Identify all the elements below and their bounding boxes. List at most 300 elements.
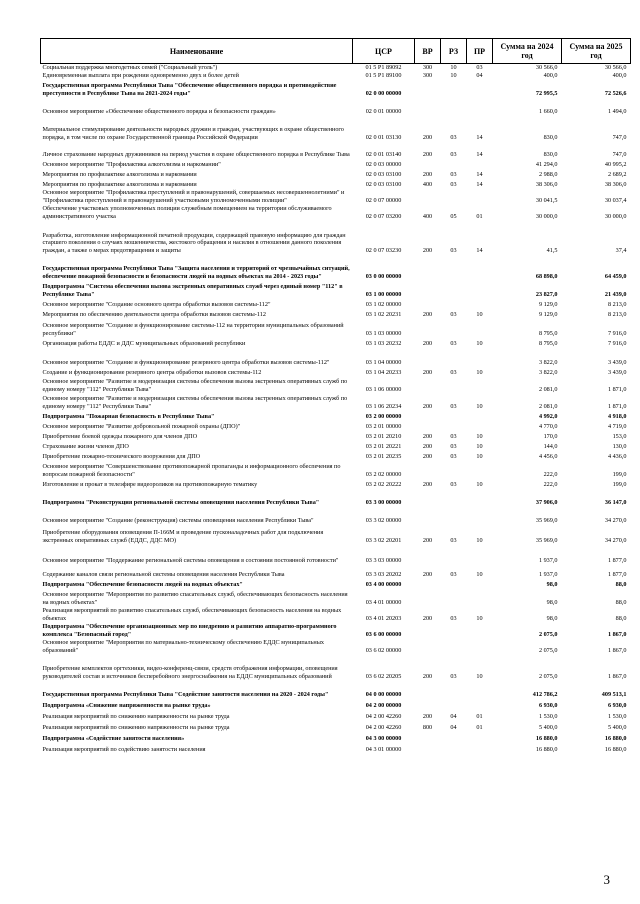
row-csr: 03 3 03 20202 <box>365 571 402 578</box>
row-vr <box>415 281 441 299</box>
row-vr <box>415 579 441 589</box>
row-pr <box>467 507 493 525</box>
row-name: Основное мероприятие "Развитие и модернизация системы обеспечения вызова экстренных оперативных служб по единому номеру "112" Республики Тыва" <box>42 395 348 410</box>
row-csr: 03 1 00 00000 <box>365 291 402 298</box>
row-vr <box>415 507 441 525</box>
row-sum-2024: 41,5 <box>546 247 558 254</box>
row-name: Страхование жизни членов ДПО <box>42 443 129 450</box>
row-rz <box>441 80 467 98</box>
row-rz: 03 <box>450 673 457 680</box>
table-row <box>41 299 631 309</box>
table-row <box>41 431 631 441</box>
row-name: Приобретение пожарно-технического вооружения для ДПО <box>42 453 201 460</box>
row-vr: 300 <box>422 64 433 71</box>
row-name: Создание и функционирование резервного центра обработки вызовов системы-112 <box>42 369 262 376</box>
row-vr <box>415 589 441 607</box>
row-sum-2024: 830,0 <box>543 134 558 141</box>
row-sum-2024: 2 081,0 <box>538 386 558 393</box>
row-sum-2024: 37 906,0 <box>535 499 558 506</box>
row-vr <box>415 377 441 394</box>
row-csr: 04 3 01 00000 <box>365 746 402 753</box>
row-name: Личное страхование народных дружинников на период участия в охране общественного порядка в Республике Тыва <box>42 151 350 158</box>
budget-table <box>40 38 631 754</box>
row-name: Материальное стимулирование деятельности народных дружин и граждан, участвующих в охране общественного порядка, в том числе по охране Государственной границы Российской Федерации <box>42 126 344 141</box>
row-pr: 10 <box>476 571 483 578</box>
row-csr: 04 0 00 00000 <box>365 691 402 698</box>
table-row <box>41 319 631 338</box>
row-sum-2024: 72 995,5 <box>535 90 558 97</box>
row-vr <box>415 743 441 754</box>
row-csr: 01 5 P1 89092 <box>365 64 402 71</box>
row-sum-2025: 3 439,0 <box>607 359 627 366</box>
row-rz: 03 <box>450 615 457 622</box>
row-csr: 03 4 00 00000 <box>365 581 402 588</box>
row-vr <box>415 681 441 699</box>
row-vr <box>415 732 441 743</box>
row-rz <box>441 699 467 710</box>
row-sum-2025: 3 439,0 <box>607 369 627 376</box>
row-sum-2024: 35 969,0 <box>535 517 558 524</box>
header-sum-2025: Сумма на 2025 год <box>562 39 631 64</box>
row-name: Основное мероприятие "Мероприятия по материально-техническому обеспечению ЕДДС муниципальных образований" <box>42 639 324 654</box>
row-sum-2025: 1 871,0 <box>607 403 627 410</box>
table-row <box>41 338 631 348</box>
table-row <box>41 699 631 710</box>
row-sum-2025: 1 877,0 <box>607 557 627 564</box>
table-row <box>41 169 631 179</box>
row-sum-2024: 170,0 <box>543 433 558 440</box>
header-rz: РЗ <box>441 39 467 64</box>
row-sum-2025: 40 995,2 <box>604 161 627 168</box>
row-csr: 03 4 01 20203 <box>365 615 402 622</box>
row-sum-2025: 30 000,0 <box>604 213 627 220</box>
row-name: Основное мероприятие "Профилактика преступлений и правонарушений, совершаемых несовершеннолетними" и "Профилактика преступлений и правонарушений участковыми уполномоченными полиции" <box>42 189 345 204</box>
row-name: Реализация мероприятий по снижению напряженности на рынке труда <box>42 724 230 731</box>
row-sum-2024: 3 822,0 <box>538 359 558 366</box>
row-rz <box>441 507 467 525</box>
row-csr: 02 0 07 03230 <box>365 247 402 254</box>
table-row <box>41 98 631 116</box>
row-vr <box>415 623 441 639</box>
row-rz <box>441 732 467 743</box>
row-vr <box>415 421 441 431</box>
row-name: Приобретение боевой одежды пожарного для членов ДПО <box>42 433 198 440</box>
row-sum-2024: 2 075,0 <box>538 647 558 654</box>
row-vr: 200 <box>422 433 433 440</box>
row-sum-2025: 199,0 <box>612 471 627 478</box>
row-sum-2025: 1 871,0 <box>607 386 627 393</box>
row-rz <box>441 319 467 338</box>
row-pr: 10 <box>476 311 483 318</box>
row-vr: 200 <box>422 481 433 488</box>
row-name: Мероприятия по профилактике алкоголизма и наркомании <box>42 171 197 178</box>
row-vr: 300 <box>422 72 433 79</box>
row-csr: 03 1 06 20234 <box>365 403 402 410</box>
row-name: Содержание каналов связи региональной системы оповещения населения Республики Тыва <box>42 571 285 578</box>
row-name: Подпрограмма "Обеспечение безопасности людей на водных объектах" <box>42 581 243 588</box>
row-csr: 03 6 02 00000 <box>365 647 402 654</box>
row-vr: 800 <box>422 724 433 731</box>
table-row <box>41 441 631 451</box>
row-csr: 03 3 00 00000 <box>365 499 402 506</box>
row-rz: 03 <box>450 443 457 450</box>
row-sum-2024: 16 880,0 <box>535 746 558 753</box>
row-name: Государственная программа Республики Тыва "Содействие занятости населения на 2020 - 2024 годы" <box>42 691 329 698</box>
table-row <box>41 309 631 319</box>
row-sum-2025: 400,0 <box>612 72 627 79</box>
row-vr: 200 <box>422 673 433 680</box>
row-vr <box>415 699 441 710</box>
row-name: Основное мероприятие "Создание и функционирование резервного центра обработки вызовов системы-112" <box>42 359 330 366</box>
row-sum-2024: 1 937,0 <box>538 571 558 578</box>
row-name: Социальная поддержка многодетных семей ("Социальный уголь") <box>42 64 218 71</box>
header-vr: ВР <box>415 39 441 64</box>
row-vr <box>415 80 441 98</box>
row-pr <box>467 579 493 589</box>
row-sum-2025: 4 436,0 <box>607 453 627 460</box>
row-sum-2024: 2 081,0 <box>538 403 558 410</box>
row-sum-2025: 4 719,0 <box>607 423 627 430</box>
row-rz <box>441 281 467 299</box>
row-name: Обеспечение участковых уполномоченных полиции служебным помещением на территории обслуживаемого административного участка <box>42 205 332 220</box>
table-row <box>41 221 631 255</box>
row-rz <box>441 461 467 479</box>
row-sum-2025: 1 867,0 <box>607 647 627 654</box>
row-vr: 400 <box>422 181 433 188</box>
table-row <box>41 72 631 80</box>
header-csr: ЦСР <box>353 39 415 64</box>
row-pr: 10 <box>476 433 483 440</box>
row-rz <box>441 421 467 431</box>
row-pr <box>467 639 493 655</box>
row-name: Основное мероприятие "Создание и функционирование системы-112 на территории муниципальных образований республики" <box>42 322 344 337</box>
row-name: Основное мероприятие "Мероприятия по развитию спасательных служб, обеспечивающих безопасность населения на водных объектах" <box>42 591 348 606</box>
row-sum-2024: 38 306,0 <box>535 181 558 188</box>
row-sum-2025: 8 213,0 <box>607 301 627 308</box>
row-sum-2024: 4 992,0 <box>538 413 558 420</box>
row-rz: 03 <box>450 369 457 376</box>
row-pr <box>467 681 493 699</box>
row-pr: 10 <box>476 537 483 544</box>
row-name: Основное мероприятие "Создание (реконструкция) системы оповещения населения Республики Тыва" <box>42 517 314 524</box>
row-csr: 03 1 04 00000 <box>365 359 402 366</box>
row-sum-2024: 41 294,0 <box>535 161 558 168</box>
row-pr: 03 <box>476 64 483 71</box>
table-row <box>41 411 631 421</box>
row-sum-2024: 400,0 <box>543 72 558 79</box>
row-sum-2024: 8 795,0 <box>538 330 558 337</box>
row-csr: 03 2 02 20222 <box>365 481 402 488</box>
row-vr <box>415 255 441 281</box>
row-rz: 03 <box>450 151 457 158</box>
row-vr: 200 <box>422 340 433 347</box>
table-row <box>41 421 631 431</box>
row-sum-2025: 8 213,0 <box>607 311 627 318</box>
row-sum-2025: 16 880,0 <box>604 735 627 742</box>
table-header-row <box>41 39 631 64</box>
table-row <box>41 507 631 525</box>
row-pr <box>467 461 493 479</box>
row-pr <box>467 281 493 299</box>
row-rz: 03 <box>450 134 457 141</box>
row-name: Приобретение оборудования оповещения П-166М и проведение пусконаладочных работ для подключения экстренных оперативных служб (ЕДДС, ДДС МО) <box>42 529 324 544</box>
row-sum-2024: 6 930,0 <box>538 702 558 709</box>
row-rz: 03 <box>450 181 457 188</box>
row-sum-2024: 2 988,0 <box>538 171 558 178</box>
table-row <box>41 116 631 142</box>
row-csr: 04 2 00 42260 <box>365 724 402 731</box>
table-row <box>41 64 631 72</box>
row-csr: 03 3 03 00000 <box>365 557 402 564</box>
row-pr <box>467 299 493 309</box>
row-pr: 14 <box>476 247 483 254</box>
row-pr <box>467 421 493 431</box>
row-name: Реализация мероприятий по развитию спасательных служб, обеспечивающих безопасность населения на водных объектах <box>42 607 342 622</box>
row-csr: 03 6 02 20205 <box>365 673 402 680</box>
row-sum-2025: 88,0 <box>615 599 627 606</box>
row-csr: 03 1 04 20233 <box>365 369 402 376</box>
row-name: Приобретение комплектов оргтехники, видео-конференц-связи, средств отображения информации, оповещения руководителей состав и источников бесперебойного энергоснабжения на ЕДДС муниципальных образований <box>42 665 338 680</box>
row-sum-2025: 2 689,2 <box>607 171 627 178</box>
row-rz: 03 <box>450 340 457 347</box>
row-csr: 02 0 00 00000 <box>365 90 402 97</box>
row-pr: 01 <box>476 724 483 731</box>
table-row <box>41 367 631 377</box>
row-pr <box>467 589 493 607</box>
row-sum-2025: 409 513,1 <box>601 691 627 698</box>
table-row <box>41 565 631 579</box>
row-pr <box>467 411 493 421</box>
row-sum-2025: 34 270,0 <box>604 517 627 524</box>
row-name: Основное мероприятие "Развитие и модернизация системы обеспечения вызова экстренных оперативных служб по единому номеру "112" Республики Тыва" <box>42 378 348 393</box>
row-sum-2024: 1 530,0 <box>538 713 558 720</box>
row-name: Основное мероприятие "Создание основного центра обработки вызовов системы-112" <box>42 301 271 308</box>
row-sum-2024: 1 660,0 <box>538 108 558 115</box>
row-sum-2025: 1 530,0 <box>607 713 627 720</box>
table-row <box>41 80 631 98</box>
row-sum-2025: 64 459,0 <box>604 273 627 280</box>
row-rz: 03 <box>450 453 457 460</box>
row-rz <box>441 579 467 589</box>
row-rz <box>441 159 467 169</box>
table-row <box>41 710 631 721</box>
row-pr: 04 <box>476 72 483 79</box>
row-vr: 200 <box>422 571 433 578</box>
row-rz <box>441 348 467 367</box>
table-row <box>41 479 631 489</box>
row-sum-2024: 30 000,0 <box>535 213 558 220</box>
row-pr <box>467 159 493 169</box>
row-csr: 03 3 02 00000 <box>365 517 402 524</box>
row-name: Подпрограмма «Снижение напряженности на рынке труда» <box>42 702 211 709</box>
row-pr: 10 <box>476 453 483 460</box>
row-sum-2025: 21 439,0 <box>604 291 627 298</box>
row-name: Государственная программа Республики Тыва "Защита населения и территорий от чрезвычайных ситуаций, обеспечение пожарной безопасности и безопасности людей на водных объектах на 2014 - 2023 годы" <box>42 265 350 280</box>
row-csr: 03 1 03 20232 <box>365 340 402 347</box>
row-vr <box>415 411 441 421</box>
row-vr: 200 <box>422 134 433 141</box>
table-row <box>41 281 631 299</box>
row-vr: 200 <box>422 171 433 178</box>
row-pr: 14 <box>476 171 483 178</box>
table-row <box>41 681 631 699</box>
row-vr: 200 <box>422 443 433 450</box>
table-row <box>41 451 631 461</box>
row-csr: 03 0 00 00000 <box>365 273 402 280</box>
row-csr: 03 2 00 00000 <box>365 413 402 420</box>
row-vr: 200 <box>422 537 433 544</box>
row-csr: 03 2 01 20221 <box>365 443 402 450</box>
row-pr <box>467 98 493 116</box>
row-sum-2025: 1 867,0 <box>607 631 627 638</box>
row-rz <box>441 255 467 281</box>
row-sum-2024: 16 880,0 <box>535 735 558 742</box>
row-sum-2024: 30 041,5 <box>535 197 558 204</box>
row-sum-2025: 16 880,0 <box>604 746 627 753</box>
row-sum-2024: 222,0 <box>543 481 558 488</box>
row-pr: 10 <box>476 443 483 450</box>
row-vr: 200 <box>422 403 433 410</box>
row-name: Реализация мероприятий по содействию занятости населения <box>42 746 206 753</box>
row-pr <box>467 699 493 710</box>
row-sum-2024: 4 456,0 <box>538 453 558 460</box>
row-name: Подпрограмма "Система обеспечения вызова экстренных оперативных служб через единый номер "112" в Республике Тыва" <box>42 283 343 298</box>
row-name: Основное мероприятие "Поддержание региональной системы оповещения в состоянии постоянной готовности" <box>42 557 339 564</box>
row-csr: 03 1 06 00000 <box>365 386 402 393</box>
row-sum-2025: 30 037,4 <box>604 197 627 204</box>
row-sum-2025: 5 400,0 <box>607 724 627 731</box>
row-sum-2024: 98,0 <box>546 599 558 606</box>
table-row <box>41 579 631 589</box>
row-sum-2024: 3 822,0 <box>538 369 558 376</box>
header-pr: ПР <box>467 39 493 64</box>
row-csr: 02 0 03 03100 <box>365 171 402 178</box>
row-pr <box>467 743 493 754</box>
row-rz <box>441 743 467 754</box>
row-pr <box>467 255 493 281</box>
row-csr: 02 0 07 00000 <box>365 197 402 204</box>
table-row <box>41 142 631 159</box>
table-row <box>41 639 631 655</box>
row-name: Изготовление и прокат в телеэфире видеороликов на противопожарную тематику <box>42 481 258 488</box>
row-name: Основное мероприятие «Обеспечение общественного порядка и безопасности граждан» <box>42 108 276 115</box>
row-vr <box>415 489 441 507</box>
row-sum-2025: 38 306,0 <box>604 181 627 188</box>
row-vr <box>415 319 441 338</box>
row-sum-2025: 30 566,0 <box>604 64 627 71</box>
row-pr: 01 <box>476 713 483 720</box>
row-name: Мероприятия по профилактике алкоголизма и наркомании <box>42 181 197 188</box>
row-rz: 03 <box>450 311 457 318</box>
row-csr: 03 2 01 00000 <box>365 423 402 430</box>
row-rz <box>441 639 467 655</box>
row-vr: 200 <box>422 713 433 720</box>
row-sum-2024: 68 898,0 <box>535 273 558 280</box>
table-row <box>41 377 631 394</box>
row-csr: 03 3 02 20201 <box>365 537 402 544</box>
row-name: Единовременная выплата при рождении одновременно двух и более детей <box>42 72 239 79</box>
row-sum-2024: 1 937,0 <box>538 557 558 564</box>
table-row <box>41 179 631 189</box>
row-name: Реализация мероприятий по снижению напряженности на рынке труда <box>42 713 230 720</box>
row-csr: 04 3 00 00000 <box>365 735 402 742</box>
row-vr: 400 <box>422 213 433 220</box>
row-sum-2025: 4 918,0 <box>607 413 627 420</box>
row-sum-2025: 6 930,0 <box>607 702 627 709</box>
row-vr <box>415 98 441 116</box>
row-vr <box>415 299 441 309</box>
row-csr: 02 0 03 00000 <box>365 161 402 168</box>
row-sum-2025: 88,0 <box>615 581 627 588</box>
row-vr: 200 <box>422 453 433 460</box>
row-pr <box>467 348 493 367</box>
row-rz: 10 <box>450 72 457 79</box>
row-sum-2025: 1 877,0 <box>607 571 627 578</box>
row-sum-2024: 2 075,0 <box>538 631 558 638</box>
table-row <box>41 732 631 743</box>
row-csr: 01 5 P1 89100 <box>365 72 402 79</box>
row-csr: 03 2 01 20235 <box>365 453 402 460</box>
table-row <box>41 525 631 545</box>
table-row <box>41 721 631 732</box>
row-pr: 10 <box>476 673 483 680</box>
row-sum-2024: 30 566,0 <box>535 64 558 71</box>
table-row <box>41 607 631 623</box>
row-rz: 03 <box>450 247 457 254</box>
table-row <box>41 655 631 681</box>
row-rz: 04 <box>450 724 457 731</box>
row-name: Подпрограмма "Реконструкция региональной системы оповещения населения Республики Тыва" <box>42 499 320 506</box>
row-rz <box>441 98 467 116</box>
row-vr: 200 <box>422 311 433 318</box>
row-vr: 200 <box>422 247 433 254</box>
row-rz: 04 <box>450 713 457 720</box>
row-name: Подпрограмма «Содействие занятости населения» <box>42 735 185 742</box>
row-name: Разработка, изготовление информационной печатной продукции, содержащей правовую информацию для граждан старшего поколения о случаях мошенничества, жестокого обращения и насилия в отношении данного поколения граждан, а также о мерах предотвращения и защиты <box>42 231 346 254</box>
row-rz <box>441 623 467 639</box>
row-pr: 14 <box>476 181 483 188</box>
row-vr <box>415 545 441 565</box>
table-row <box>41 394 631 411</box>
row-name: Основное мероприятие "Развитие добровольной пожарной охраны (ДПО)" <box>42 423 241 430</box>
row-sum-2024: 5 400,0 <box>538 724 558 731</box>
row-sum-2025: 747,0 <box>612 151 627 158</box>
row-sum-2025: 7 916,0 <box>607 340 627 347</box>
row-sum-2024: 35 969,0 <box>535 537 558 544</box>
row-sum-2024: 9 129,0 <box>538 311 558 318</box>
row-vr <box>415 461 441 479</box>
table-row <box>41 205 631 221</box>
table-row <box>41 461 631 479</box>
row-rz <box>441 589 467 607</box>
row-sum-2025: 72 526,6 <box>604 90 627 97</box>
row-csr: 02 0 01 03130 <box>365 134 402 141</box>
row-csr: 03 2 02 00000 <box>365 471 402 478</box>
row-name: Организация работы ЕДДС и ДДС муниципальных образований республики <box>42 340 246 347</box>
row-pr <box>467 189 493 205</box>
row-pr: 14 <box>476 134 483 141</box>
row-pr <box>467 377 493 394</box>
row-name: Основное мероприятие "Профилактика алкоголизма и наркомании" <box>42 161 221 168</box>
row-sum-2024: 4 770,0 <box>538 423 558 430</box>
row-pr: 01 <box>476 213 483 220</box>
row-sum-2025: 130,0 <box>612 443 627 450</box>
row-rz <box>441 411 467 421</box>
row-vr <box>415 639 441 655</box>
row-sum-2025: 1 494,0 <box>607 108 627 115</box>
row-pr: 10 <box>476 340 483 347</box>
row-sum-2025: 7 916,0 <box>607 330 627 337</box>
